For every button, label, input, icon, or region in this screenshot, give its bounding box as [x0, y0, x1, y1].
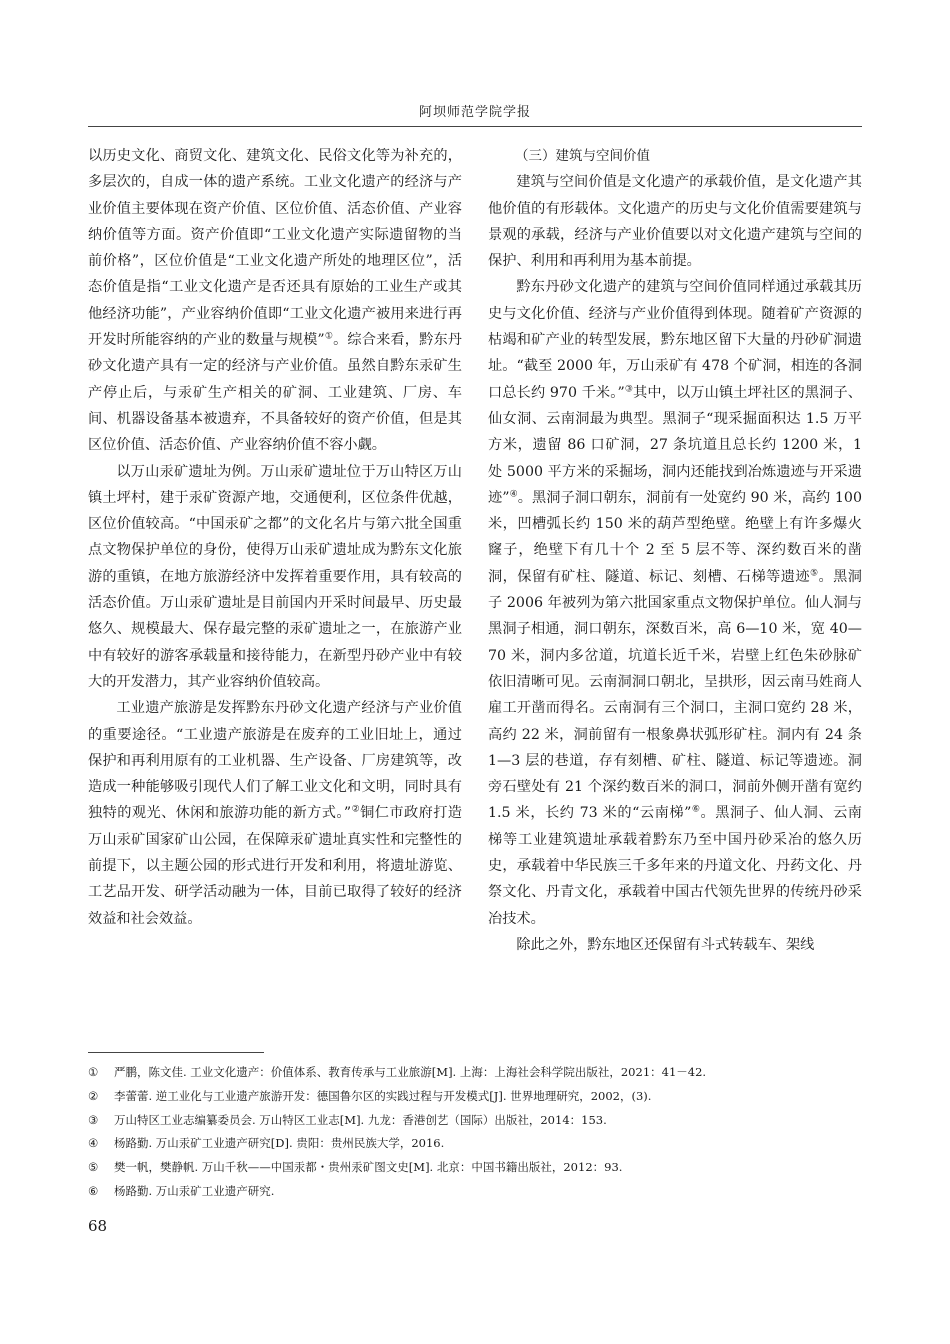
- footnote-ref-6: ⑥: [691, 804, 701, 815]
- right-paragraph-1: 建筑与空间价值是文化遗产的承载价值，是文化遗产其他价值的有形载体。文化遗产的历史与文化价值需要建筑与景观的承载，经济与产业价值要以对文化遗产建筑与空间的保护、利用和再利用为基本前提。: [488, 174, 862, 270]
- footnote-ref-1: ①: [324, 331, 334, 342]
- section-heading: （三）建筑与空间价值: [515, 148, 650, 164]
- footnotes: [88, 1061, 862, 1204]
- footnote-ref-2: ②: [351, 804, 361, 815]
- footnote-item: [88, 1061, 862, 1085]
- running-head-journal-title: 阿坝师范学院学报: [418, 105, 531, 120]
- left-p1-tail: 。综合来看，黔东丹砂文化遗产具有一定的经济与产业价值。虽然自黔东汞矿生产停止后，与汞矿生产相关的矿洞、工业建筑、厂房、车间、机器设备基本被遗弃，不具备较好的资产价值，但是其区位价值、活态价值、产业容纳价值不容小觑。: [88, 332, 462, 454]
- footnote-marker: ⑤: [88, 1160, 99, 1175]
- footnote-ref-3: ③: [624, 383, 634, 394]
- right-p2-text-a: 黔东丹砂文化遗产的建筑与空间价值同样通过承载其历史与文化价值、经济与产业价值得到体现。随着矿产资源的枯竭和矿产业的转型发展，黔东地区留下大量的丹砂矿洞遗址。“截至 2000 年，万山汞矿有 478 个矿洞，相连的各洞口总长约 970 千米。”: [488, 279, 862, 401]
- footnote-text: 杨路勤. 万山汞矿工业遗产研究.: [114, 1183, 275, 1198]
- left-column: [88, 143, 462, 932]
- footnote-ref-4: ④: [509, 489, 518, 500]
- footnote-item: [88, 1109, 862, 1133]
- right-p2-text-b: 其中，以万山镇土坪社区的黑洞子、仙女洞、云南洞最为典型。黑洞子“现采掘面积达 1.5 万平方米，遗留 86 口矿洞，27 条坑道且总长约 1200 米，1 处 5000 平方米的采掘场，洞内还能找到冶炼遗迹与开采遗迹”: [488, 384, 862, 506]
- footnote-text: 杨路勤. 万山汞矿工业遗产研究[D]. 贵阳：贵州民族大学，2016.: [114, 1136, 445, 1151]
- footnote-ref-5: ⑤: [810, 568, 819, 579]
- right-paragraph-2: [488, 274, 862, 931]
- left-paragraph-1: [88, 143, 462, 459]
- right-column: [488, 143, 862, 958]
- page-number: 68: [88, 1217, 108, 1235]
- footnote-marker: ⑥: [88, 1183, 99, 1198]
- footnote-text: 万山特区工业志编纂委员会. 万山特区工业志[M]. 九龙：香港创艺（国际）出版社，2014：153.: [114, 1112, 607, 1127]
- footnote-item: [88, 1180, 862, 1204]
- left-p3-text-a: 工业遗产旅游是发挥黔东丹砂文化遗产经济与产业价值的重要途径。“工业遗产旅游是在废弃的工业旧址上，通过保护和再利用原有的工业机器、生产设备、厂房建筑等，改造成一种能够吸引现代人们了解工业文化和文明，同时具有独特的观光、休闲和旅游功能的新方式。”: [88, 700, 462, 822]
- footnote-text: 樊一帆，樊静帆. 万山千秋——中国汞都・贵州汞矿图文史[M]. 北京：中国书籍出版社，2012：93.: [114, 1160, 623, 1175]
- footnote-marker: ③: [88, 1112, 99, 1127]
- footnote-text: 严鹏，陈文佳. 工业文化遗产：价值体系、教育传承与工业旅游[M]. 上海：上海社会科学院出版社，2021：41－42.: [114, 1065, 707, 1079]
- right-p2-text-e: 。黑洞子、仙人洞、云南梯等工业建筑遗址承载着黔东乃至中国丹砂采冶的悠久历史，承载着中华民族三千多年来的丹道文化、丹药文化、丹祭文化、丹青文化，承载着中国古代领先世界的传统丹砂采冶技术。: [488, 805, 862, 927]
- left-p1-text: 以历史文化、商贸文化、建筑文化、民俗文化等为补充的，多层次的，自成一体的遗产系统。工业文化遗产的经济与产业价值主要体现在资产价值、区位价值、活态价值、产业容纳价值等方面。资产价值即“工业文化遗产实际遗留物的当前价格”，区位价值是“工业文化遗产所处的地理区位”，活态价值是指“工业文化遗产是否还具有原始的工业生产或其他经济功能”，产业容纳价值即“工业文化遗产被用来进行再开发时所能容纳的产业的数量与规模”: [88, 148, 462, 349]
- footnote-marker: ①: [88, 1065, 99, 1079]
- footnote-marker: ②: [88, 1088, 99, 1103]
- right-paragraph-3: 除此之外，黔东地区还保留有斗式转载车、架线: [516, 936, 815, 953]
- left-paragraph-2: 以万山汞矿遗址为例。万山汞矿遗址位于万山特区万山镇土坪村，建于汞矿资源产地，交通便利，区位条件优越，区位价值较高。“中国汞矿之都”的文化名片与第六批全国重点文物保护单位的身份，使得万山汞矿遗址成为黔东文化旅游的重镇，在地方旅游经济中发挥着重要作用，具有较高的活态价值。万山汞矿遗址是目前国内开采时间最早、历史最悠久、规模最大、保存最完整的汞矿遗址之一，在旅游产业中有较好的游客承载量和接待能力，在新型丹砂产业中有较大的开发潜力，其产业容纳价值较高。: [88, 463, 462, 690]
- footnote-item: [88, 1085, 862, 1109]
- left-p3-text-b: 铜仁市政府打造万山汞矿国家矿山公园，在保障汞矿遗址真实性和完整性的前提下，以主题公园的形式进行开发和利用，将遗址游览、工艺品开发、研学活动融为一体，目前已取得了较好的经济效益和社会效益。: [88, 805, 462, 927]
- right-p2-text-c: 。黑洞子洞口朝东，洞前有一处宽约 90 米，高约 100 米，凹槽弧长约 150 米的葫芦型绝壁。绝壁上有许多爆火窿子，绝壁下有几十个 2 至 5 层不等、深约数百米的凿洞，保留有矿柱、隧道、标记、刻槽、石梯等遗迹: [488, 489, 862, 585]
- footnote-marker: ④: [88, 1136, 99, 1151]
- footnote-text: 李蕾蕾. 逆工业化与工业遗产旅游开发：德国鲁尔区的实践过程与开发模式[J]. 世界地理研究，2002，(3).: [114, 1088, 652, 1103]
- footnote-rule: [88, 1052, 264, 1053]
- footnote-item: [88, 1156, 862, 1180]
- right-p2-text-d: 。黑洞子 2006 年被列为第六批国家重点文物保护单位。仙人洞与黑洞子相通，洞口朝东，深数百米，高 6—10 米，宽 40—70 米，洞内多岔道，坑道长近千米，岩壁上红色朱砂脉矿依旧清晰可见。云南洞洞口朝北，呈拱形，因云南马姓商人雇工开凿而得名。云南洞有三个洞口，主洞口宽约 28 米，高约 22 米，洞前留有一根象鼻状弧形矿柱。洞内有 24 条 1—3 层的巷道，存有刻槽、矿柱、隧道、标记等遗迹。洞旁石壁处有 21 个深约数百米的洞口，洞前外侧开凿有宽约 1.5 米，长约 73 米的“云南梯”: [488, 568, 862, 822]
- left-paragraph-3: [88, 695, 462, 932]
- footnote-item: [88, 1132, 862, 1156]
- header-rule: [88, 126, 862, 127]
